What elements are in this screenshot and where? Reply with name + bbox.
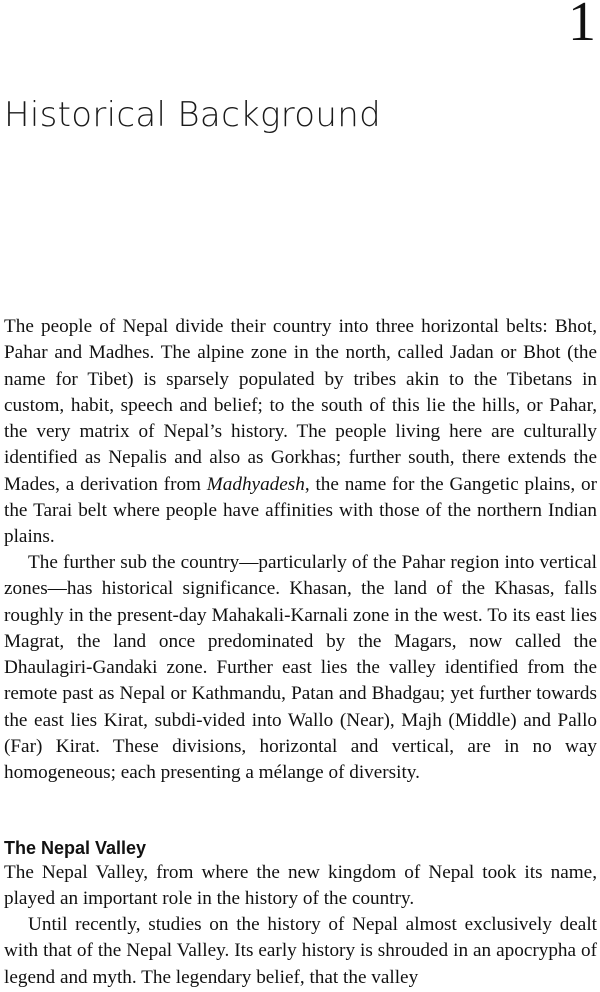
paragraph-intro-text-1: The people of Nepal divide their country into three horizontal belts: Bhot, Pahar and Madhes. The alpine zone in the north, called Jadan or Bhot (the name for Tibet) is sparsely populated by tribes akin to the Tibetans in custom, habit, speech and belief; to the south of this lie the hills, or Pahar, the very matrix of Nepal’s history. The people living here are culturally identified as Nepalis and also as Gorkhas; further south, there extends the Mades, a derivation from <box>4 316 597 495</box>
chapter-number: 1 <box>568 0 596 53</box>
italic-term: Madhyadesh <box>206 473 305 495</box>
section-heading: The Nepal Valley <box>4 838 147 858</box>
chapter-title: Historical Background <box>4 95 381 135</box>
paragraph-subdivisions: The further sub the country—particularly of the Pahar region into vertical zones—has historical significance. Khasan, the land of the Khasas, falls roughly in the present-day Mahakali-Karnali zone in the west. To its east lies Magrat, the land once predominated by the Magars, now called the Dhaulagiri-Gandaki zone. Further east lies the valley identified from the remote past as Nepal or Kathmandu, Patan and Bhadgau; yet further towards the east lies Kirat, subdi-vided into Wallo (Near), Majh (Middle) and Pallo (Far) Kirat. These divisions, horizontal and vertical, are in no way homogeneous; each presenting a mélange of diversity. <box>4 552 597 784</box>
paragraph-intro <box>4 314 597 551</box>
paragraph-intro-text-2: , the name for the Gangetic plains, or the Tarai belt where people have affinities with those of the northern Indian plains. <box>4 473 597 548</box>
paragraph-history: Until recently, studies on the history of Nepal almost exclusively dealt with that of the Nepal Valley. Its early history is shrouded in an apocrypha of legend and myth. The legendary belief, that the valley <box>4 914 597 988</box>
paragraph-valley: The Nepal Valley, from where the new kingdom of Nepal took its name, played an important role in the history of the country. <box>4 862 597 910</box>
